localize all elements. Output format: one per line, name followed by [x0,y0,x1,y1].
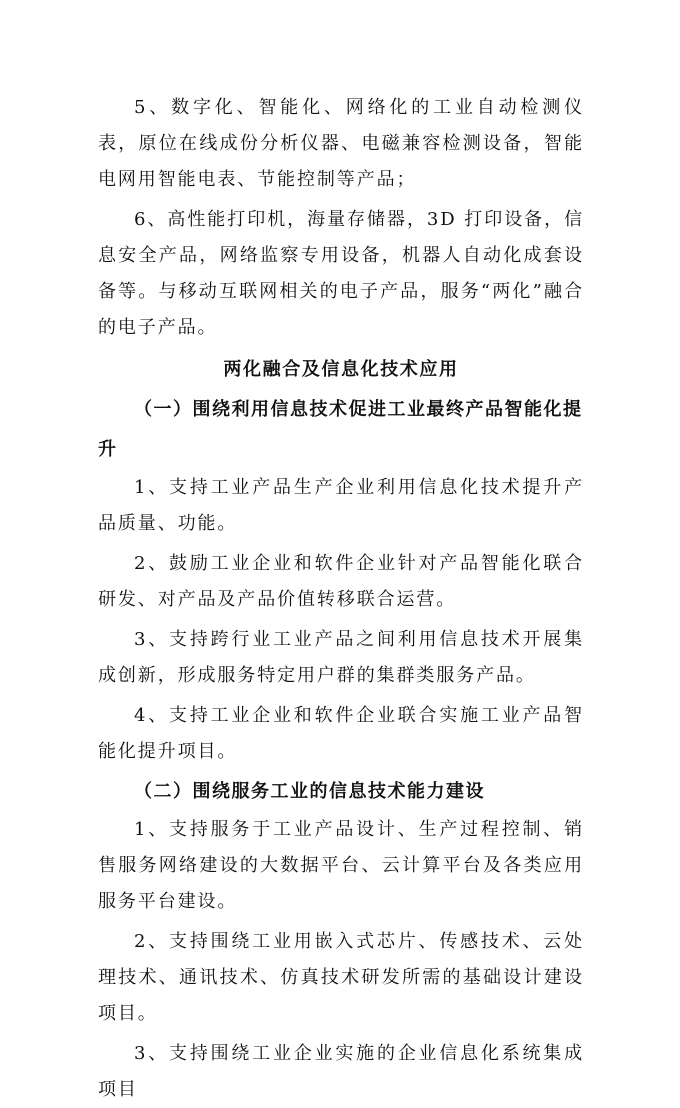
subsection2-item-1: 1、支持服务于工业产品设计、生产过程控制、销售服务网络建设的大数据平台、云计算平台及各类应用服务平台建设。 [98,819,584,912]
subsection1-item-2: 2、鼓励工业企业和软件企业针对产品智能化联合研发、对产品及产品价值转移联合运营。 [98,553,584,610]
section-title: 两化融合及信息化技术应用 [223,359,459,380]
paragraph-item-6: 6、高性能打印机，海量存储器，3D 打印设备，信息安全产品，网络监察专用设备，机器人自动化成套设备等。与移动互联网相关的电子产品，服务“两化”融合的电子产品。 [98,209,584,338]
subsection1-item-4: 4、支持工业企业和软件企业联合实施工业产品智能化提升项目。 [98,705,584,762]
subsection1-item-3: 3、支持跨行业工业产品之间利用信息技术开展集成创新，形成服务特定用户群的集群类服务产品。 [98,629,584,686]
subsection2-item-2: 2、支持围绕工业用嵌入式芯片、传感技术、云处理技术、通讯技术、仿真技术研发所需的基础设计建设项目。 [98,931,584,1024]
subsection1-item-1: 1、支持工业产品生产企业利用信息化技术提升产品质量、功能。 [98,477,584,534]
document-body [98,90,584,1108]
subsection-heading-1: （一）围绕利用信息技术促进工业最终产品智能化提升 [98,399,583,460]
subsection-heading-2: （二）围绕服务工业的信息技术能力建设 [134,781,485,802]
paragraph-item-5: 5、数字化、智能化、网络化的工业自动检测仪表，原位在线成份分析仪器、电磁兼容检测设备，智能电网用智能电表、节能控制等产品； [98,97,584,190]
subsection2-item-3: 3、支持围绕工业企业实施的企业信息化系统集成项目 [98,1043,584,1100]
